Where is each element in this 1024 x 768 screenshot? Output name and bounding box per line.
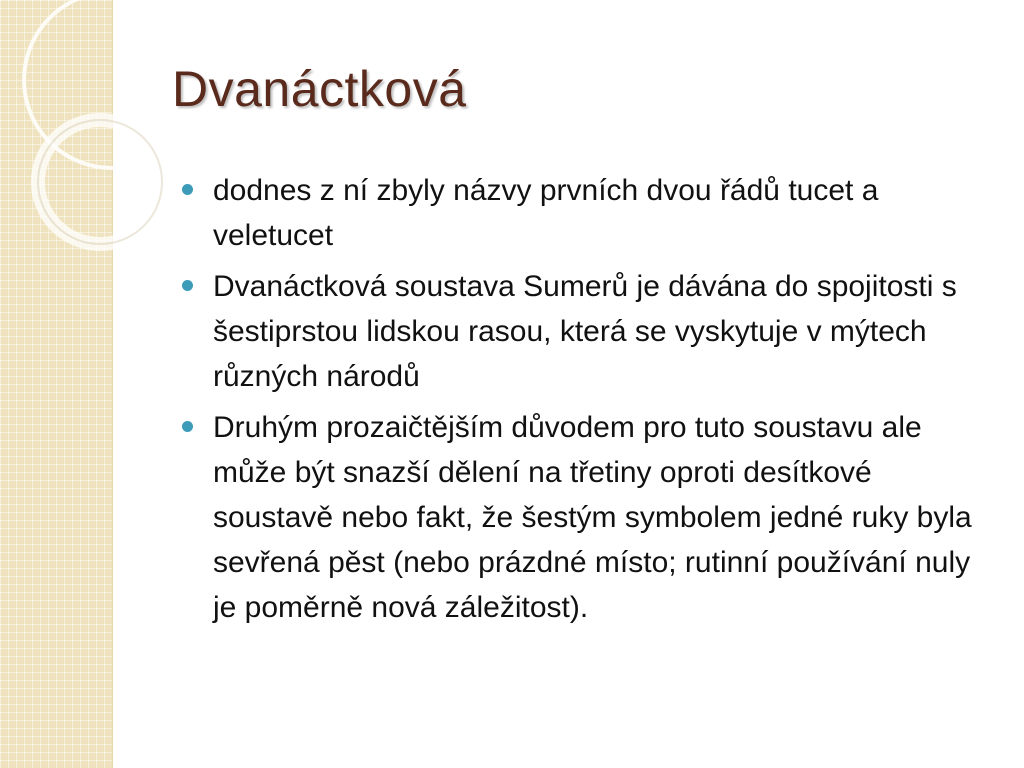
bullet-list: [180, 168, 1000, 636]
bullet-item: [180, 168, 1000, 258]
slide-title: Dvanáctková: [172, 61, 467, 117]
bullet-item: [180, 264, 1000, 399]
bullet-dot-icon: [182, 421, 193, 432]
decorative-side-strip: [0, 0, 112, 768]
bullet-item: [180, 405, 1000, 630]
bullet-text: Dvanáctková soustava Sumerů je dávána do spojitosti s šestiprstou lidskou rasou, která se vyskytuje v mýtech různých národů: [213, 270, 957, 393]
bullet-text: Druhým prozaičtějším důvodem pro tuto soustavu ale může být snazší dělení na třetiny oproti desítkové soustavě nebo fakt, že šestým symbolem jedné ruky byla sevřená pěst (nebo prázdné místo; rutinní používání nuly je poměrně nová záležitost).: [213, 411, 972, 624]
bullet-dot-icon: [182, 280, 193, 291]
bullet-dot-icon: [182, 184, 193, 195]
bullet-text: dodnes z ní zbyly názvy prvních dvou řádů tucet a veletucet: [213, 174, 879, 252]
